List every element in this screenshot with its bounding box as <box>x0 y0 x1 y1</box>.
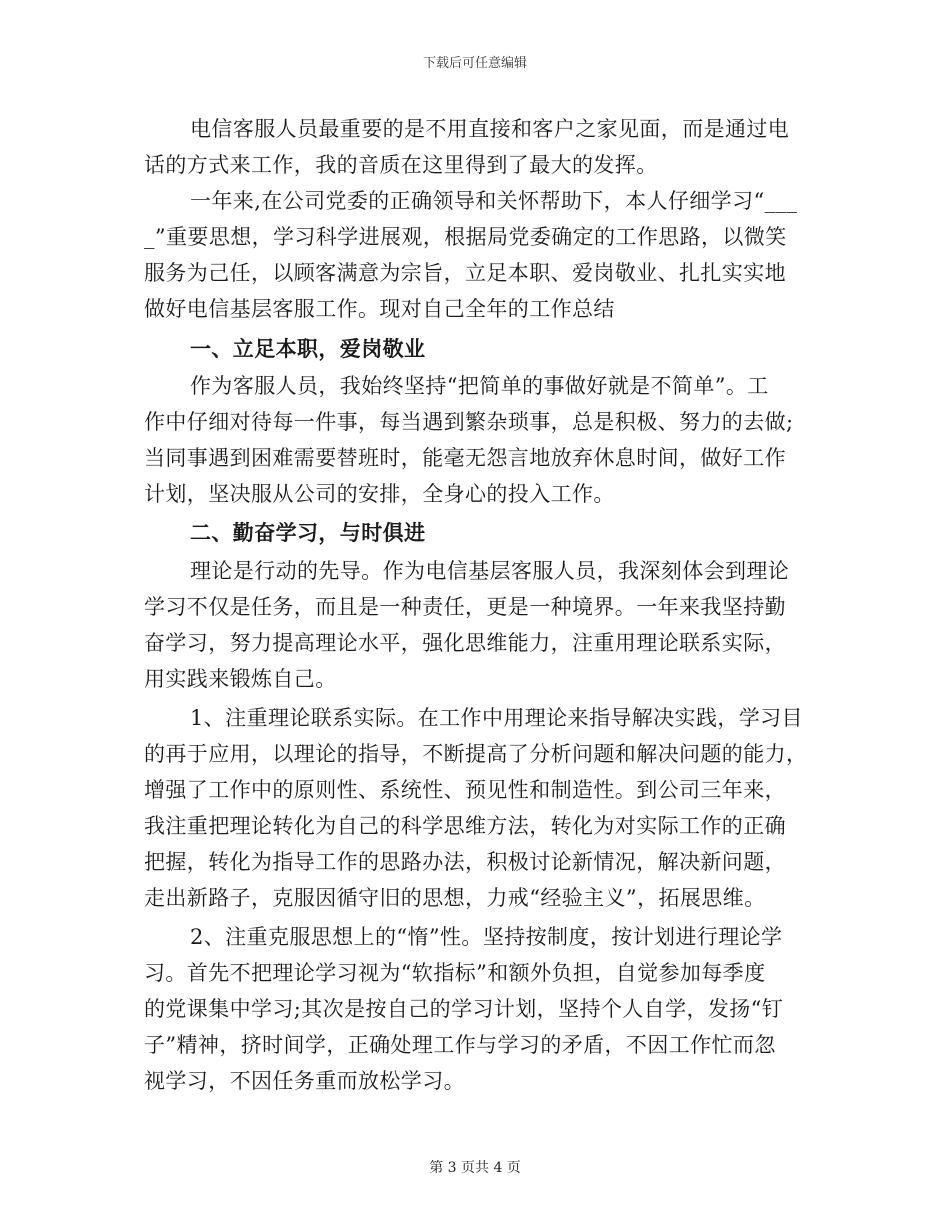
page-header: 下载后可任意编辑 <box>422 56 527 71</box>
paragraph-line: 增强了工作中的原则性、系统性、预见性和制造性。到公司三年来， <box>144 778 786 802</box>
paragraph-line: 作中仔细对待每一件事，每当遇到繁杂琐事，总是积极、努力的去做; <box>144 410 794 434</box>
paragraph-line: 电信客服人员最重要的是不用直接和客户之家见面，而是通过电 <box>190 117 790 141</box>
paragraph-line: 一年来,在公司党委的正确领导和关怀帮助下，本人仔细学习“___ <box>190 189 798 213</box>
paragraph-line: 做好电信基层客服工作。现对自己全年的工作总结 <box>144 297 615 321</box>
paragraph-line: 2、注重克服思想上的“惰”性。坚持按制度，按计划进行理论学 <box>190 925 783 949</box>
paragraph-line: 学习不仅是任务，而且是一种责任，更是一种境界。一年来我坚持勤 <box>144 595 786 619</box>
paragraph-line: 把握，转化为指导工作的思路办法，积极讨论新情况，解决新问题， <box>144 850 786 874</box>
paragraph-line: 视学习，不因任务重而放松学习。 <box>144 1069 465 1093</box>
paragraph-line: 用实践来锻炼自己。 <box>144 667 337 691</box>
paragraph-line: 的再于应用，以理论的指导，不断提高了分析问题和解决问题的能力， <box>144 742 808 766</box>
section-heading: 一、立足本职，爱岗敬业 <box>190 336 426 361</box>
paragraph-line: _”重要思想，学习科学进展观，根据局党委确定的工作思路，以微笑 <box>144 225 787 249</box>
paragraph-line: 奋学习，努力提高理论水平，强化思维能力，注重用理论联系实际， <box>144 631 786 655</box>
paragraph-line: 我注重把理论转化为自己的科学思维方法，转化为对实际工作的正确 <box>144 814 786 838</box>
section-heading: 二、勤奋学习，与时俱进 <box>190 520 426 545</box>
paragraph-line: 理论是行动的先导。作为电信基层客服人员，我深刻体会到理论 <box>190 559 790 583</box>
paragraph-line: 作为客服人员，我始终坚持“把简单的事做好就是不简单”。工 <box>190 374 769 398</box>
paragraph-line: 走出新路子，克服因循守旧的思想，力戒“经验主义”，拓展思维。 <box>144 886 766 910</box>
paragraph-line: 的党课集中学习;其次是按自己的学习计划，坚持个人自学，发扬“钉 <box>144 997 784 1021</box>
paragraph-line: 习。首先不把理论学习视为“软指标”和额外负担，自觉参加每季度 <box>144 961 766 985</box>
paragraph-line: 当同事遇到困难需要替班时，能毫无怨言地放弃休息时间，做好工作 <box>144 446 786 470</box>
paragraph-line: 子”精神，挤时间学，正确处理工作与学习的矛盾，不因工作忙而忽 <box>144 1033 776 1057</box>
page-footer: 第 3 页共 4 页 <box>429 1160 521 1176</box>
paragraph-line: 计划，坚决服从公司的安排，全身心的投入工作。 <box>144 482 615 506</box>
paragraph-line: 话的方式来工作，我的音质在这里得到了最大的发挥。 <box>144 153 658 177</box>
paragraph-line: 1、注重理论联系实际。在工作中用理论来指导解决实践，学习目 <box>190 706 803 730</box>
paragraph-line: 服务为己任，以顾客满意为宗旨，立足本职、爱岗敬业、扎扎实实地 <box>144 261 786 285</box>
